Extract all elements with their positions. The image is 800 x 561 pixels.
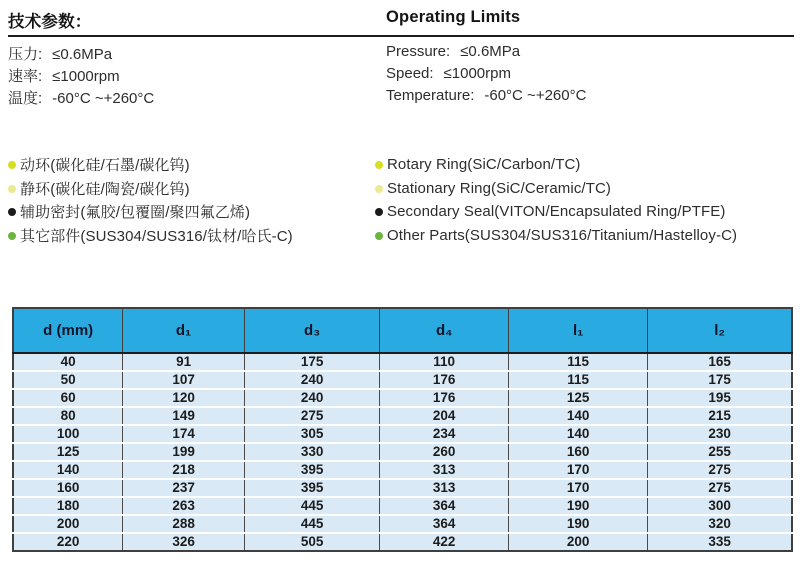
- table-cell-l1: 115: [508, 353, 647, 371]
- material-item: [375, 177, 742, 201]
- parameter-line: [8, 87, 386, 109]
- material-text: 辅助密封(氟胶/包覆圈/聚四氟乙烯): [20, 204, 251, 222]
- datasheet-page: [0, 8, 800, 561]
- table-cell-d1: 149: [123, 407, 245, 425]
- table-cell-d1: 237: [123, 479, 245, 497]
- table-row: [13, 443, 792, 461]
- table-row: [13, 533, 792, 551]
- table-cell-d3: 305: [244, 425, 380, 443]
- table-cell-l1: 125: [508, 389, 647, 407]
- table-cell-d: 180: [13, 497, 123, 515]
- table-header-row: [13, 308, 792, 353]
- table-cell-l2: 230: [648, 425, 792, 443]
- table-cell-d: 40: [13, 353, 123, 371]
- material-text: 静环(碳化硅/陶瓷/碳化钨): [20, 180, 190, 198]
- table-row: [13, 479, 792, 497]
- table-cell-d3: 330: [244, 443, 380, 461]
- table-cell-d3: 240: [244, 389, 380, 407]
- parameter-line: [386, 43, 764, 65]
- table-cell-l2: 195: [648, 389, 792, 407]
- table-row: [13, 389, 792, 407]
- table-cell-l2: 275: [648, 479, 792, 497]
- table-row: [13, 515, 792, 533]
- material-item: [8, 224, 375, 248]
- table-cell-l1: 140: [508, 407, 647, 425]
- table-cell-d1: 91: [123, 353, 245, 371]
- bullet-icon: [375, 208, 383, 216]
- parameters-english: [386, 43, 764, 109]
- table-cell-d: 200: [13, 515, 123, 533]
- table-cell-d: 125: [13, 443, 123, 461]
- table-cell-l2: 300: [648, 497, 792, 515]
- table-cell-d4: 234: [380, 425, 509, 443]
- parameter-value: ≤1000rpm: [443, 65, 511, 82]
- bullet-icon: [375, 185, 383, 193]
- materials-chinese: [8, 153, 375, 247]
- table-cell-d4: 176: [380, 371, 509, 389]
- table-row: [13, 353, 792, 371]
- table-cell-l1: 190: [508, 515, 647, 533]
- table-cell-d: 160: [13, 479, 123, 497]
- table-cell-d4: 364: [380, 515, 509, 533]
- table-cell-l2: 335: [648, 533, 792, 551]
- table-cell-d: 100: [13, 425, 123, 443]
- table-row: [13, 407, 792, 425]
- material-text: Stationary Ring(SiC/Ceramic/TC): [387, 179, 611, 197]
- table-cell-d3: 395: [244, 461, 380, 479]
- table-cell-l2: 165: [648, 353, 792, 371]
- material-text: 动环(碳化硅/石墨/碳化钨): [20, 157, 190, 175]
- table-header-cell: d₃: [244, 308, 380, 353]
- table-cell-d3: 505: [244, 533, 380, 551]
- section-headings: [8, 8, 794, 37]
- bullet-icon: [8, 161, 16, 169]
- parameter-line: [8, 65, 386, 87]
- table-cell-l1: 190: [508, 497, 647, 515]
- table-cell-d3: 445: [244, 515, 380, 533]
- table-cell-d1: 120: [123, 389, 245, 407]
- table-cell-d: 50: [13, 371, 123, 389]
- parameters-section: [8, 43, 800, 109]
- table-cell-d3: 240: [244, 371, 380, 389]
- table-cell-l1: 170: [508, 461, 647, 479]
- table-cell-d1: 199: [123, 443, 245, 461]
- dimensions-table-wrap: [12, 307, 792, 552]
- table-cell-d1: 263: [123, 497, 245, 515]
- material-item: [375, 224, 742, 248]
- parameter-line: [386, 87, 764, 109]
- bullet-icon: [375, 161, 383, 169]
- table-header-cell: l₁: [508, 308, 647, 353]
- table-cell-l2: 320: [648, 515, 792, 533]
- bullet-icon: [8, 208, 16, 216]
- table-cell-l1: 115: [508, 371, 647, 389]
- parameter-value: ≤1000rpm: [52, 68, 120, 85]
- table-cell-d3: 275: [244, 407, 380, 425]
- table-row: [13, 425, 792, 443]
- parameter-value: ≤0.6MPa: [52, 46, 113, 63]
- table-cell-d3: 445: [244, 497, 380, 515]
- table-cell-l1: 170: [508, 479, 647, 497]
- parameter-label: Temperature:: [386, 87, 475, 104]
- material-item: [375, 153, 742, 177]
- table-cell-d3: 395: [244, 479, 380, 497]
- table-cell-d1: 326: [123, 533, 245, 551]
- material-text: 其它部件(SUS304/SUS316/钛材/哈氏-C): [20, 227, 293, 245]
- materials-english: [375, 153, 742, 247]
- table-cell-d4: 176: [380, 389, 509, 407]
- parameter-label: 压力:: [8, 46, 43, 63]
- table-cell-d4: 110: [380, 353, 509, 371]
- table-cell-d4: 313: [380, 479, 509, 497]
- bullet-icon: [8, 232, 16, 240]
- operating-limits-title: Operating Limits: [386, 8, 521, 26]
- parameter-value: -60°C ~+260°C: [484, 87, 587, 104]
- table-cell-d4: 204: [380, 407, 509, 425]
- table-cell-l2: 255: [648, 443, 792, 461]
- table-cell-d4: 260: [380, 443, 509, 461]
- table-cell-d: 60: [13, 389, 123, 407]
- bullet-icon: [8, 185, 16, 193]
- table-header-cell: l₂: [648, 308, 792, 353]
- table-cell-d1: 107: [123, 371, 245, 389]
- materials-section: [8, 153, 800, 247]
- table-body: [13, 353, 792, 551]
- parameter-value: ≤0.6MPa: [460, 43, 521, 60]
- material-item: [375, 200, 742, 224]
- table-cell-l1: 160: [508, 443, 647, 461]
- parameter-label: Pressure:: [386, 43, 451, 60]
- table-cell-d1: 174: [123, 425, 245, 443]
- parameter-line: [386, 65, 764, 87]
- table-cell-l1: 140: [508, 425, 647, 443]
- table-row: [13, 371, 792, 389]
- parameter-label: 温度:: [8, 90, 43, 107]
- material-text: Other Parts(SUS304/SUS316/Titanium/Hastelloy-C): [387, 226, 738, 244]
- table-header-cell: d (mm): [13, 308, 123, 353]
- table-cell-d: 220: [13, 533, 123, 551]
- material-text: Secondary Seal(VITON/Encapsulated Ring/PTFE): [387, 203, 726, 221]
- table-row: [13, 461, 792, 479]
- parameter-value: -60°C ~+260°C: [52, 90, 155, 107]
- table-cell-d4: 313: [380, 461, 509, 479]
- table-cell-d4: 364: [380, 497, 509, 515]
- bullet-icon: [375, 232, 383, 240]
- parameter-label: Speed:: [386, 65, 434, 82]
- material-item: [8, 153, 375, 177]
- table-cell-l2: 175: [648, 371, 792, 389]
- table-header-cell: d₁: [123, 308, 245, 353]
- table-cell-l1: 200: [508, 533, 647, 551]
- table-cell-d: 140: [13, 461, 123, 479]
- parameters-chinese: [8, 43, 386, 109]
- table-header-cell: d₄: [380, 308, 509, 353]
- material-text: Rotary Ring(SiC/Carbon/TC): [387, 156, 581, 174]
- table-row: [13, 497, 792, 515]
- material-item: [8, 177, 375, 201]
- technical-params-title: 技术参数：: [8, 13, 92, 31]
- table-cell-l2: 215: [648, 407, 792, 425]
- parameter-label: 速率:: [8, 68, 43, 85]
- table-cell-d1: 218: [123, 461, 245, 479]
- table-cell-d4: 422: [380, 533, 509, 551]
- table-cell-l2: 275: [648, 461, 792, 479]
- parameter-line: [8, 43, 386, 65]
- material-item: [8, 200, 375, 224]
- table-cell-d: 80: [13, 407, 123, 425]
- table-cell-d1: 288: [123, 515, 245, 533]
- table-cell-d3: 175: [244, 353, 380, 371]
- dimensions-table: [12, 307, 793, 552]
